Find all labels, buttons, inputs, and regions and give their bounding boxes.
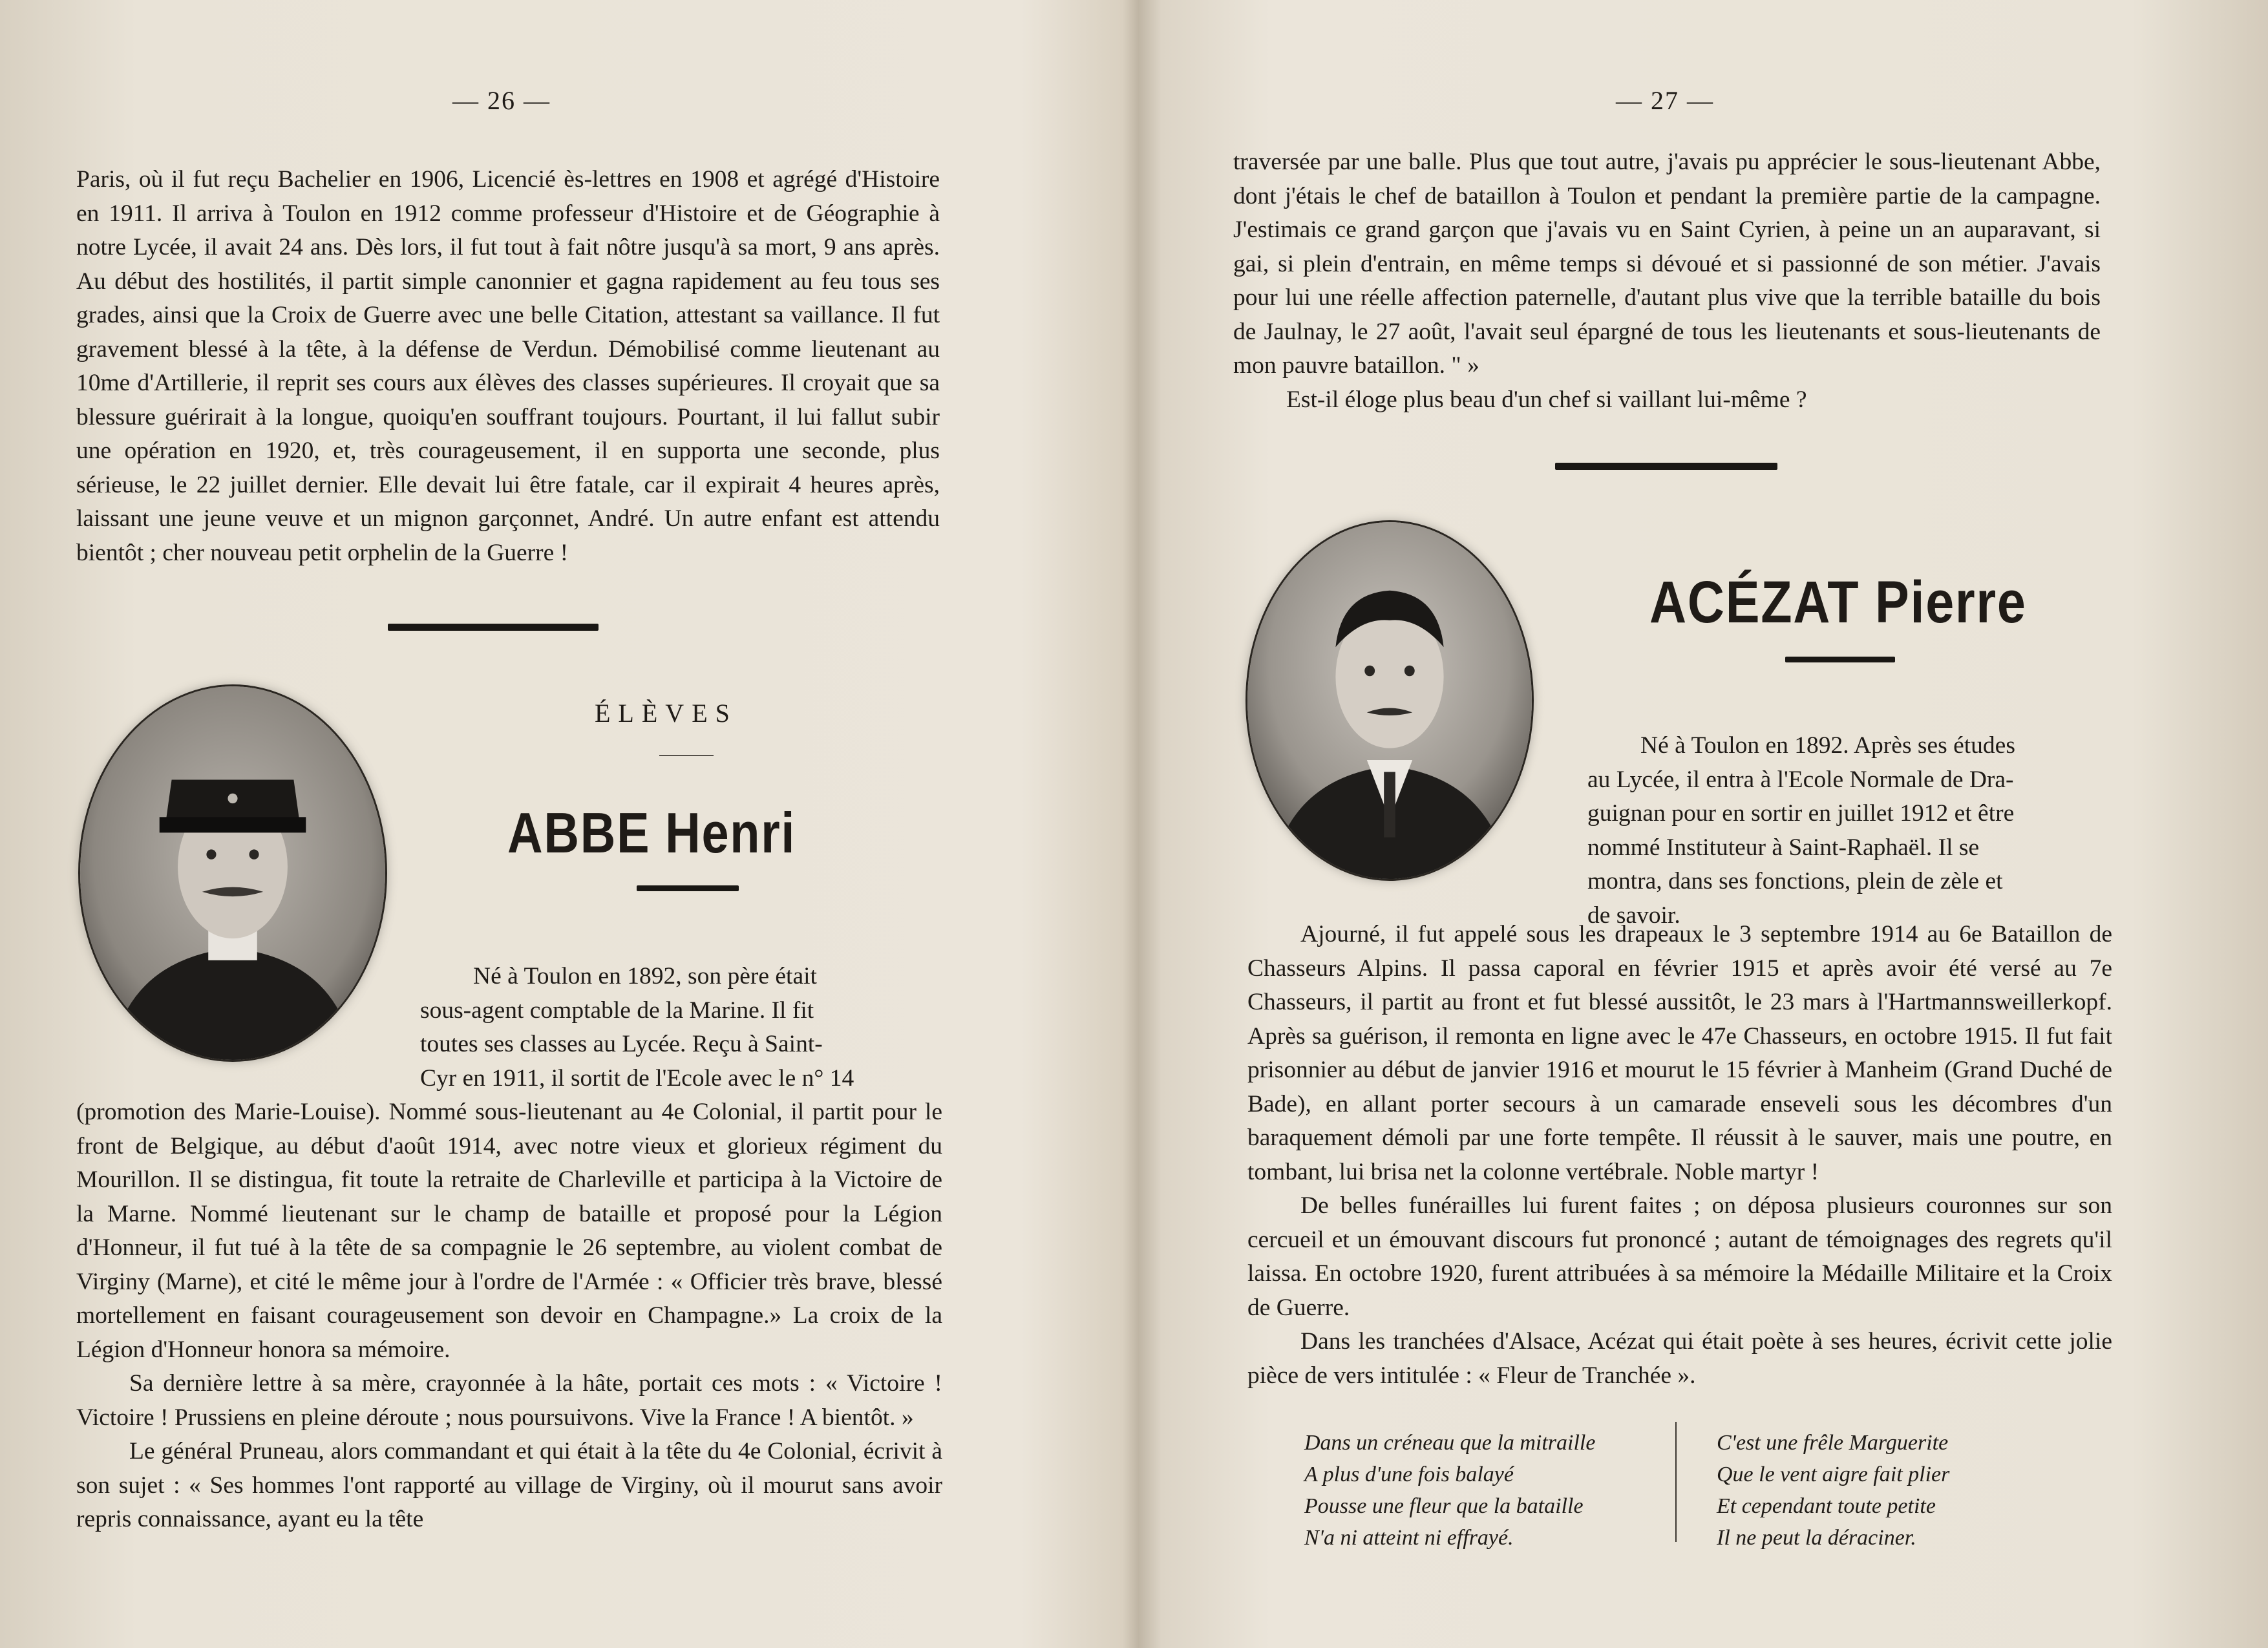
poem-column-right: C'est une frêle Marguerite Que le vent aigre fait plier Et cependant toute petite Il ne peut la déraciner. [1717,1431,1950,1550]
bio-abbe-opening: Né à Toulon en 1892, son père était sous-agent comptable de la Marine. Il fit toutes ses classes au Lycée. Reçu à Saint- Cyr en 1911, il sortit de l'Ecole avec le n° 14 [420,963,854,1092]
poem-divider [1675,1422,1677,1542]
page-number: — 26 — [452,86,551,115]
name-heading-acezat-pierre: ACÉZAT Pierre [1649,569,2027,635]
portrait-acezat-pierre [1247,522,1532,879]
section-heading-eleves: ÉLÈVES [595,699,737,728]
bio-abbe-continued: (promotion des Marie-Louise). Nommé sous-lieutenant au 4e Colonial, il partit pour le front de Belgique, au début d'août 1914, avec notre vieux et glorieux régiment du Mourillon. Il se distingua, fit toute la retraite de Charleville et participa à la Victoire de la Marne. Nommé lieutenant sur le champ de bataille et proposé pour la Légion d'Honneur, il fut tué à la tête de sa compagnie le 26 septembre, au violent combat de Virginy (Marne), et cité le même jour à l'ordre de l'Armée : « Officier très brave, blessé mortellement en faisant courageusement son devoir en Champagne.» La croix de la Légion d'Honneur honora sa mémoire. Sa dernière lettre à sa mère, crayonnée à la hâte, portait ces mots : « Victoire ! Victoire ! Prussiens en pleine déroute ; nous poursuivons. Vive la France ! A bientôt. » Le général Pruneau, alors commandant et qui était à la tête du 4e Colonial, écrivit à son sujet : « Ses hommes l'ont rapporté au village de Virginy, où il mourut sans avoir repris connaissance, ayant eu la tête [76,1099,942,1532]
continued-paragraph: traversée par une balle. Plus que tout autre, j'avais pu apprécier le sous-lieutenant Abbe, dont j'étais le chef de bataillon à Toulon et pendant la première partie de la campagne. J'estimais ce grand garçon que j'avais vu en Saint Cyrien, à peine un an auparavant, si gai, si plein d'entrain, en même temps si dévoué et si passionné de son métier. J'avais pour lui une réelle affection paternelle, d'autant plus vive que la terrible bataille du bois de Jaulnay, le 27 août, l'avait seul épargné de tous les lieutenants et sous-lieutenants de mon pauvre bataillon. " » Est-il éloge plus beau d'un chef si vaillant lui-même ? [1233,149,2101,413]
poem-column-left: Dans un créneau que la mitraille A plus d'une fois balayé Pousse une fleur que la bataille N'a ni atteint ni effrayé. [1304,1431,1596,1550]
page-number: — 27 — [1616,86,1714,115]
bio-acezat-opening: Né à Toulon en 1892. Après ses études au Lycée, il entra à l'Ecole Normale de Dra- guignan pour en sortir en juillet 1912 et être nommé Instituteur à Saint-Raphaël. Il se montra, dans ses fonctions, plein de zèle et de savoir. [1587,732,2015,929]
bio-acezat-continued: Ajourné, il fut appelé sous les drapeaux le 3 septembre 1914 au 6e Bataillon de Chasseurs Alpins. Il passa caporal en février 1915 et après avoir été versé au 7e Chasseurs, il partit au front et fut blessé aussitôt, le 23 mars à l'Hartmannsweillerkopf. Après sa guérison, il remonta en ligne avec le 47e Chasseurs, en octobre 1915. Il fut fait prisonnier au début de janvier 1916 et mourut le 15 février à Manheim (Grand Duché de Bade), en allant porter secours à un camarade enseveli sous les décombres d'un baraquement démoli par une forte tempête. Il réussit à le sauver, mais une poutre, en tombant, lui brisa net la colonne vertébrale. Noble martyr ! De belles funérailles lui furent faites ; on déposa plusieurs couronnes sur son cercueil et un émouvant discours fut prononcé ; autant de témoignages des regrets qu'il laissa. En octobre 1920, furent attribuées à sa mémoire la Médaille Militaire et la Croix de Guerre. Dans les tranchées d'Alsace, Acézat qui était poète à ses heures, écrivit cette jolie pièce de vers intitulée : « Fleur de Tranchée ». [1247,921,2112,1389]
section-divider [1555,463,1777,470]
name-heading-abbe-henri: ABBE Henri [507,801,796,865]
intro-paragraph: Paris, où il fut reçu Bachelier en 1906, Licencié ès-lettres en 1908 et agrégé d'Histoire en 1911. Il arriva à Toulon en 1912 comme professeur d'Histoire et de Géographie à notre Lycée, il avait 24 ans. Dès lors, il fut tout à fait nôtre jusqu'à sa mort, 9 ans après. Au début des hostilités, il partit simple canonnier et gagna rapidement au feu tous ses grades, ainsi que la Croix de Guerre avec une belle Citation, attestant sa vaillance. Il fut gravement blessé à la tête, à la défense de Verdun. Démobilisé comme lieutenant au 10me d'Artillerie, il reprit ses cours aux élèves des classes supérieures. Il croyait que sa blessure guérirait à la longue, quoiqu'en souffrant toujours. Pourtant, il lui fallut subir une opération en 1920, et, très courageusement, il en supporta une seconde, plus sérieuse, le 22 juillet dernier. Elle devait lui être fatale, car il expirait 4 heures après, laissant une jeune veuve et un mignon garçonnet, André. Un autre enfant est attendu bientôt ; cher nouveau petit orphelin de la Guerre ! [76,166,940,566]
name-underline [1785,657,1895,662]
